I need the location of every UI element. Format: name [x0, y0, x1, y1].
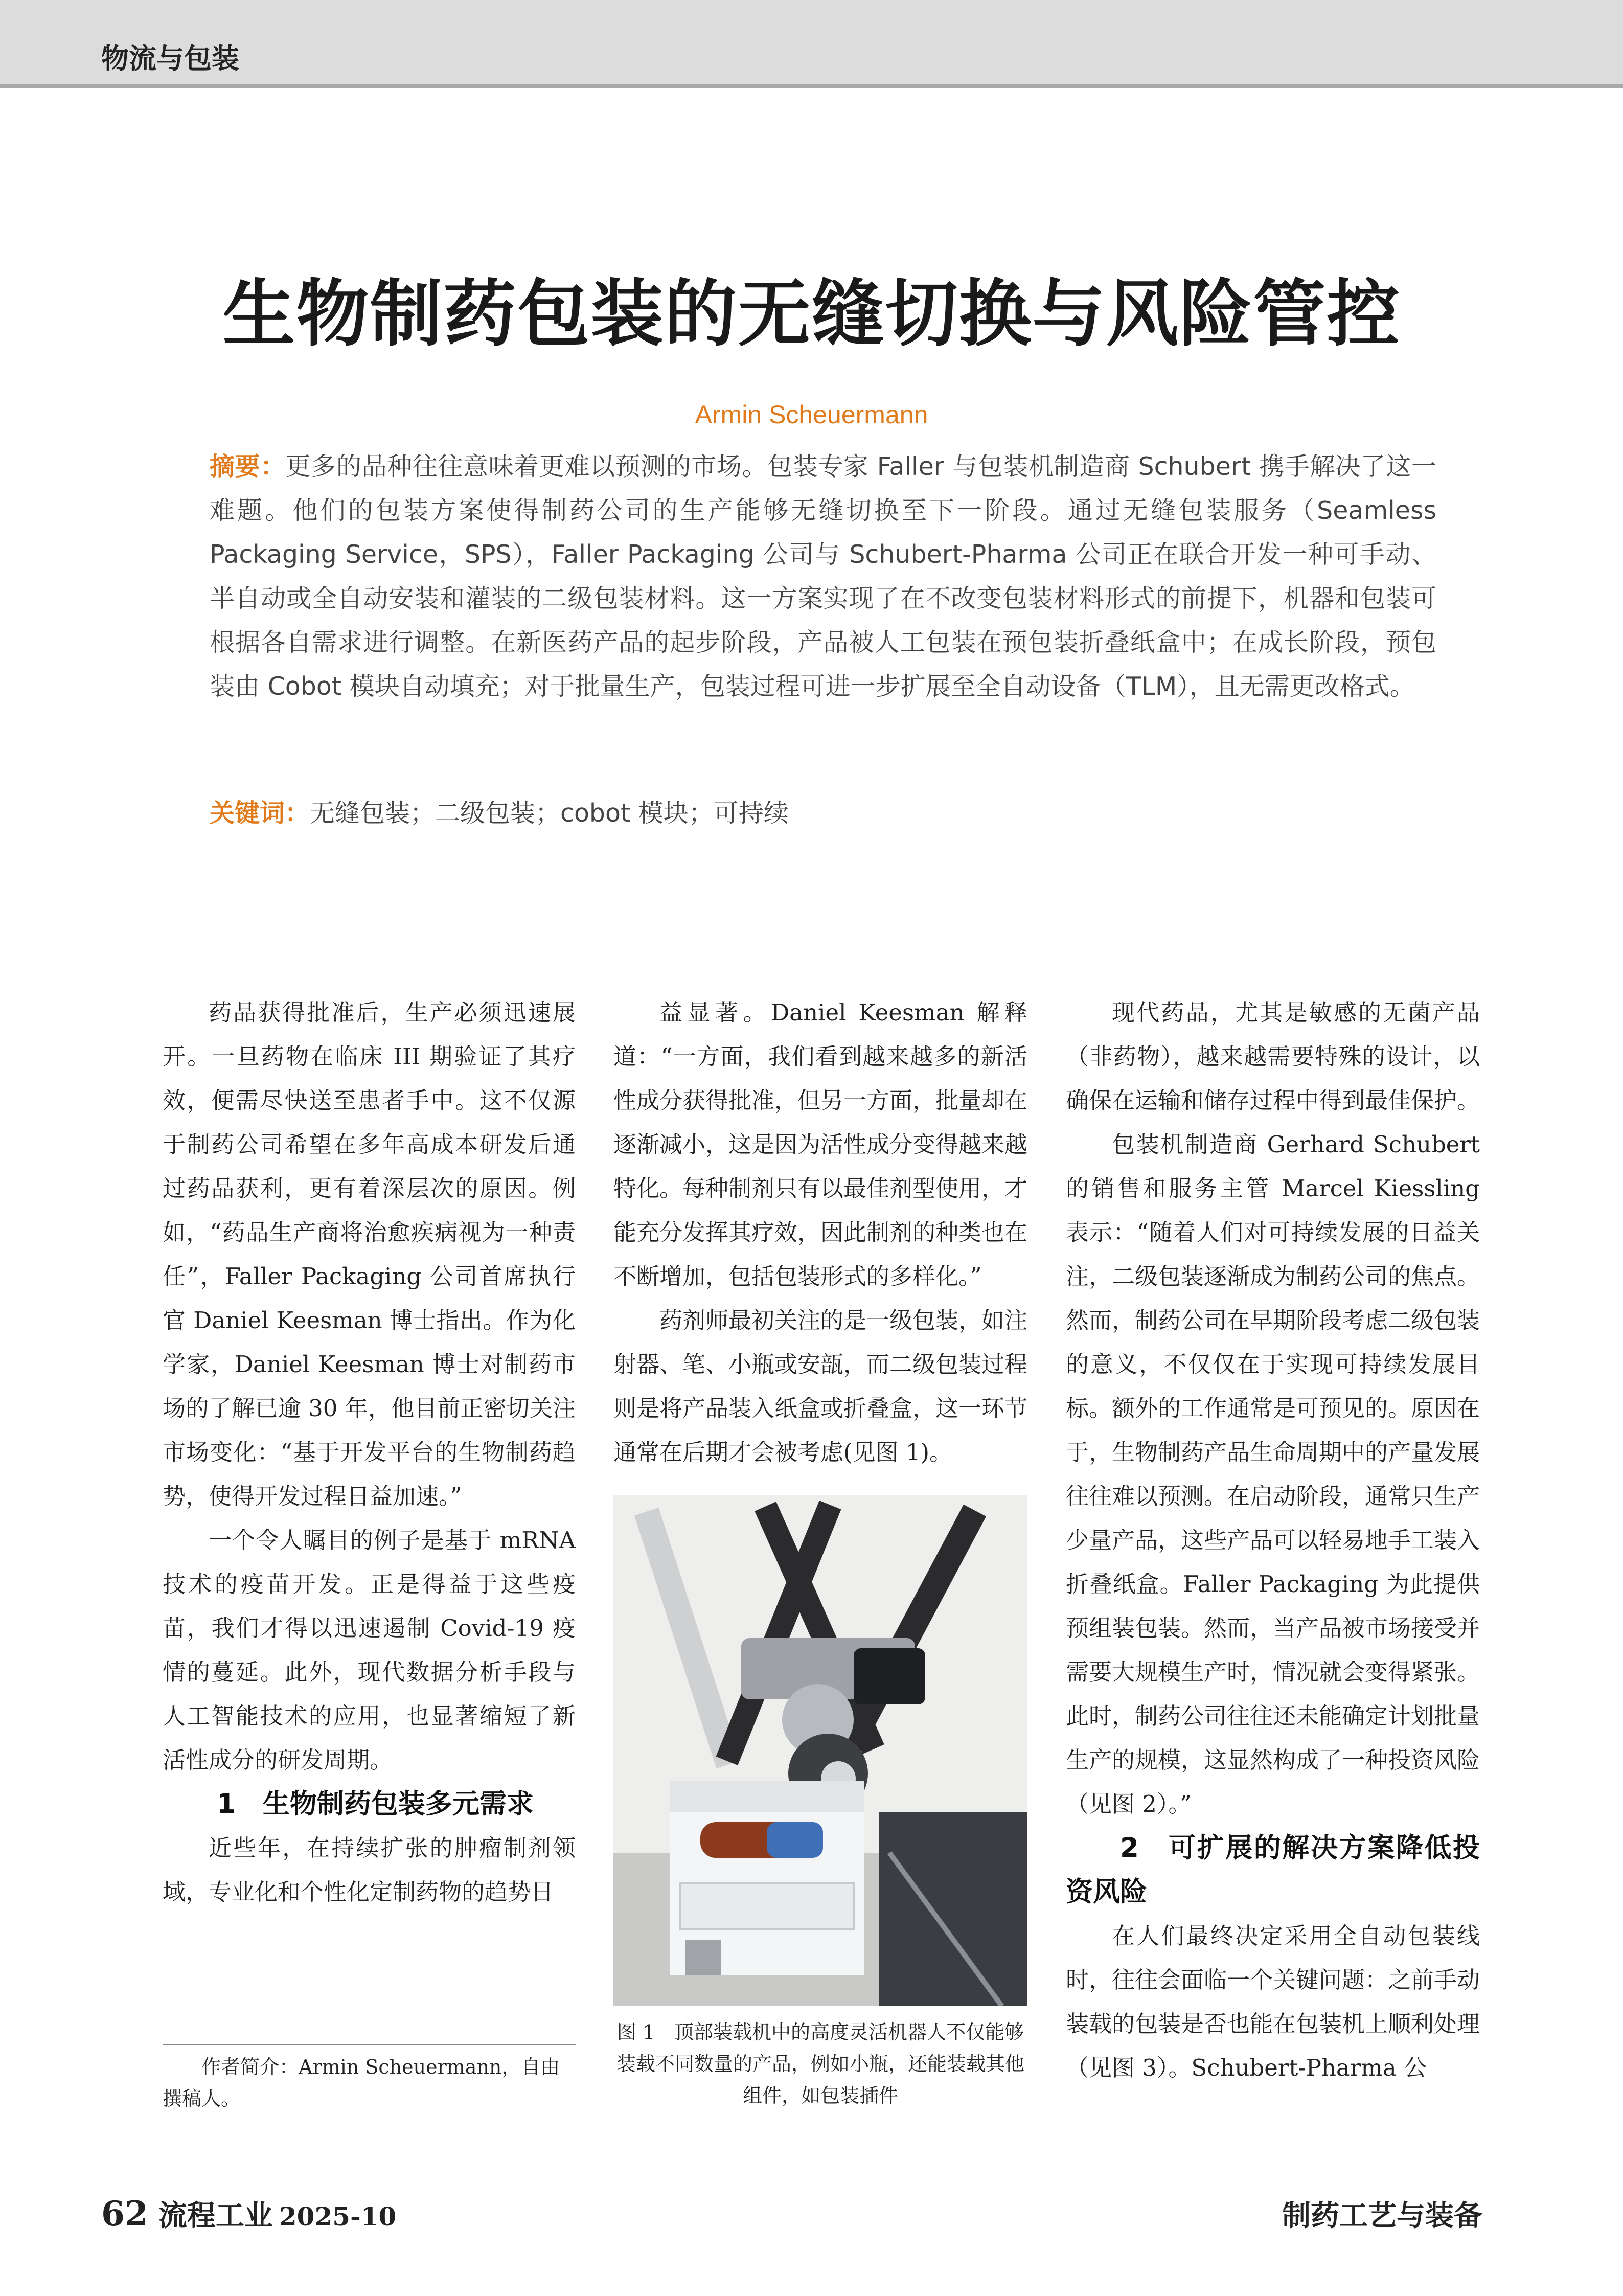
paragraph: 药剂师最初关注的是一级包装，如注射器、笔、小瓶或安瓿，而二级包装过程则是将产品装入纸盒或折叠盒，这一环节通常在后期才会被考虑(见图 1)。: [613, 1307, 1028, 1466]
footnote-divider: [163, 2044, 576, 2045]
paragraph: 近些年，在持续扩张的肿瘤制剂领域，专业化和个性化定制药物的趋势日: [163, 1834, 576, 1905]
paragraph: 现代药品，尤其是敏感的无菌产品（非药物），越来越需要特殊的设计，以确保在运输和储存过程中得到最佳保护。: [1066, 999, 1480, 1114]
section-name: 物流与包装: [101, 42, 239, 75]
article-title: 生物制药包装的无缝切换与风险管控: [222, 272, 1401, 356]
keywords-text: 无缝包装；二级包装；cobot 模块；可持续: [310, 799, 789, 828]
keywords: [210, 793, 1436, 829]
column-2: [613, 991, 1027, 1474]
column-1: [163, 991, 576, 1914]
journal-name: 流程工业: [158, 2199, 273, 2233]
section-heading-1: 1 生物制药包装多元需求: [217, 1788, 534, 1820]
footer-column-name: 制药工艺与装备: [1282, 2199, 1482, 2233]
footer-left: [101, 2193, 396, 2234]
article-author: Armin Scheuermann: [695, 400, 928, 429]
page-number: 62: [101, 2194, 148, 2234]
keywords-label: 关键词：: [210, 799, 310, 828]
figure-1-caption: 图 1 顶部装载机中的高度灵活机器人不仅能够装载不同数量的产品，例如小瓶，还能装载其他组件，如包装插件: [616, 2021, 1024, 2107]
header-bar: [0, 0, 1623, 88]
figure-1-photo: [613, 1495, 1027, 2006]
column-3: [1066, 991, 1480, 2090]
paragraph: 益显著。Daniel Keesman 解释道：“一方面，我们看到越来越多的新活性成分获得批准，但另一方面，批量却在逐渐减小，这是因为活性成分变得越来越特化。每种制剂只有以最佳剂型使用，才能充分发挥其疗效，因此制剂的种类也在不断增加，包括包装形式的多样化。”: [613, 999, 1028, 1290]
author-note: 作者简介：Armin Scheuermann，自由撰稿人。: [163, 2056, 560, 2110]
abstract: [210, 445, 1436, 709]
paragraph: 包装机制造商 Gerhard Schubert 的销售和服务主管 Marcel Kiessling 表示：“随着人们对可持续发展的日益关注，二级包装逐渐成为制药公司的焦点。然而，制药公司在早期阶段考虑二级包装的意义，不仅仅在于实现可持续发展目标。额外的工作通常是可预见的。原因在于，生物制药产品生命周期中的产量发展往往难以预测。在启动阶段，通常只生产少量产品，这些产品可以轻易地手工装入折叠纸盒。Faller Packaging 为此提供预组装包装。然而，当产品被市场接受并需要大规模生产时，情况就会变得紧张。此时，制药公司往往还未能确定计划批量生产的规模，这显然构成了一种投资风险（见图 2）。”: [1066, 1131, 1480, 1817]
abstract-label: 摘要：: [210, 452, 286, 481]
abstract-text: 更多的品种往往意味着更难以预测的市场。包装专家 Faller 与包装机制造商 Schubert 携手解决了这一难题。他们的包装方案使得制药公司的生产能够无缝切换至下一阶段。通过无缝包装服务（Seamless Packaging Service，SPS），Faller Packaging 公司与 Schubert-Pharma 公司正在联合开发一种可手动、半自动或全自动安装和灌装的二级包装材料。这一方案实现了在不改变包装材料形式的前提下，机器和包装可根据各自需求进行调整。在新医药产品的起步阶段，产品被人工包装在预包装折叠纸盒中；在成长阶段，预包装由 Cobot 模块自动填充；对于批量生产，包装过程可进一步扩展至全自动设备（TLM），且无需更改格式。: [210, 452, 1436, 701]
issue-number: 2025-10: [279, 2201, 397, 2232]
robot-illustration: [613, 1495, 1027, 2006]
paragraph: 一个令人瞩目的例子是基于 mRNA 技术的疫苗开发。正是得益于这些疫苗，我们才得以迅速遏制 Covid-19 疫情的蔓延。此外，现代数据分析手段与人工智能技术的应用，也显著缩短了新活性成分的研发周期。: [163, 1527, 576, 1774]
section-heading-2: 2 可扩展的解决方案降低投资风险: [1066, 1832, 1480, 1907]
paragraph: 在人们最终决定采用全自动包装线时，往往会面临一个关键问题：之前手动装载的包装是否也能在包装机上顺利处理（见图 3）。Schubert-Pharma 公: [1066, 1922, 1480, 2081]
paragraph: 药品获得批准后，生产必须迅速展开。一旦药物在临床 III 期验证了其疗效，便需尽快送至患者手中。这不仅源于制药公司希望在多年高成本研发后通过药品获利，更有着深层次的原因。例如，“药品生产商将治愈疾病视为一种责任”，Faller Packaging 公司首席执行官 Daniel Keesman 博士指出。作为化学家，Daniel Keesman 博士对制药市场的了解已逾 30 年，他目前正密切关注市场变化：“基于开发平台的生物制药趋势，使得开发过程日益加速。”: [163, 999, 576, 1510]
